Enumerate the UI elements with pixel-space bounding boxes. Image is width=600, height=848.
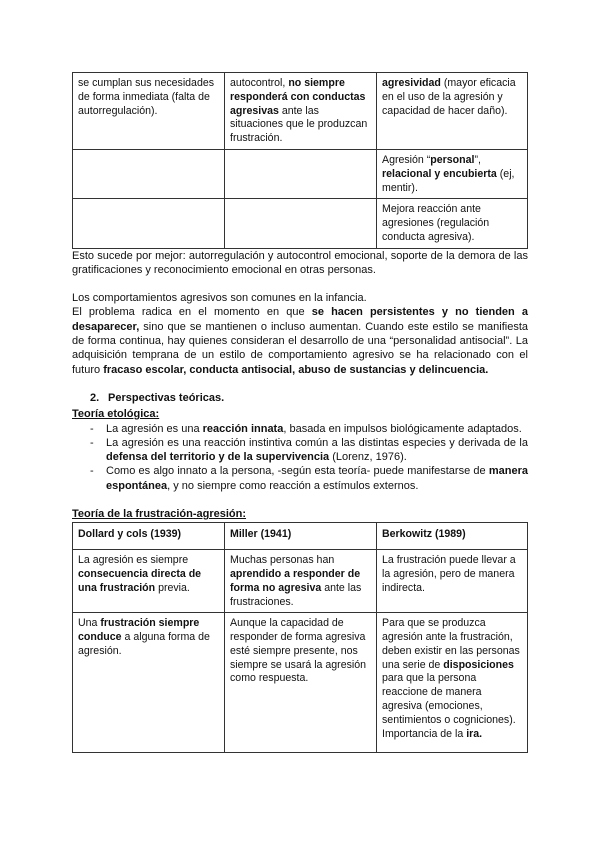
table-cell: agresividad (mayor eficacia en el uso de la agresión y capacidad de hacer daño). — [377, 73, 528, 150]
table-row — [73, 550, 528, 613]
table-cell: La frustración puede llevar a la agresión, pero de manera indirecta. — [377, 550, 528, 613]
table-cell: autocontrol, no siempre responderá con conductas agresivas ante las situaciones que le produzcan frustración. — [225, 73, 377, 150]
subheading-frustracion: Teoría de la frustración-agresión: — [72, 508, 247, 521]
column-header: Berkowitz (1989) — [377, 523, 528, 550]
table-header-row — [73, 523, 528, 550]
column-header: Miller (1941) — [225, 523, 377, 550]
list-item: - La agresión es una reacción innata, basada en impulsos biológicamente adaptados. — [72, 422, 528, 436]
table-cell — [225, 199, 377, 248]
development-table — [72, 72, 528, 249]
table-cell: Agresión “personal”, relacional y encubierta (ej, mentir). — [377, 150, 528, 199]
paragraph-regulation: Esto sucede por mejor: autorregulación y autocontrol emocional, soporte de la demora de las gratificaciones y reconocimiento emocional en otras personas. — [72, 249, 528, 276]
frustration-table — [72, 522, 528, 753]
table-row — [73, 150, 528, 199]
table-cell — [73, 150, 225, 199]
table-cell: Muchas personas han aprendido a responder de forma no agresiva ante las frustraciones. — [225, 550, 377, 613]
list-item: - La agresión es una reacción instintiva común a las distintas especies y derivada de la defensa del territorio y de la supervivencia (Lorenz, 1976). — [72, 436, 528, 465]
paragraph-problem: El problema radica en el momento en que se hacen persistentes y no tienden a desaparecer, sino que se mantienen o incluso aumentan. Cuando este estilo se manifiesta de forma continua, hay quienes consideran el desarrollo de una “personalidad antisocial”. La adquisición temprana de un estilo de comportamiento agresivo se ha relacionado con el futuro fracaso escolar, conducta antisocial, abuso de sustancias y delincuencia. — [72, 306, 528, 376]
table-cell — [73, 199, 225, 248]
etologica-list — [72, 422, 528, 493]
table-cell: Mejora reacción ante agresiones (regulación conducta agresiva). — [377, 199, 528, 248]
section-heading: 2. Perspectivas teóricas. — [90, 391, 225, 404]
table-cell: Aunque la capacidad de responder de forma agresiva esté siempre presente, nos siempre se usará la agresión como respuesta. — [225, 613, 377, 753]
table-row — [73, 73, 528, 150]
list-item: - Como es algo innato a la persona, -según esta teoría- puede manifestarse de manera espontánea, y no siempre como reacción a estímulos externos. — [72, 464, 528, 493]
paragraph-childhood: Los comportamientos agresivos son comunes en la infancia. — [72, 292, 367, 305]
document-page — [72, 72, 528, 753]
table-cell: Para que se produzca agresión ante la frustración, deben existir en las personas una serie de disposiciones para que la persona reaccione de manera agresiva (emociones, sentimientos o cogniciones). Importancia de la ira. — [377, 613, 528, 753]
table-cell — [225, 150, 377, 199]
table-row — [73, 613, 528, 753]
table-row — [73, 199, 528, 248]
subheading-etologica: Teoría etológica: — [72, 408, 160, 421]
column-header: Dollard y cols (1939) — [73, 523, 225, 550]
table-cell: La agresión es siempre consecuencia directa de una frustración previa. — [73, 550, 225, 613]
table-cell: se cumplan sus necesidades de forma inmediata (falta de autorregulación). — [73, 73, 225, 150]
table-cell: Una frustración siempre conduce a alguna forma de agresión. — [73, 613, 225, 753]
